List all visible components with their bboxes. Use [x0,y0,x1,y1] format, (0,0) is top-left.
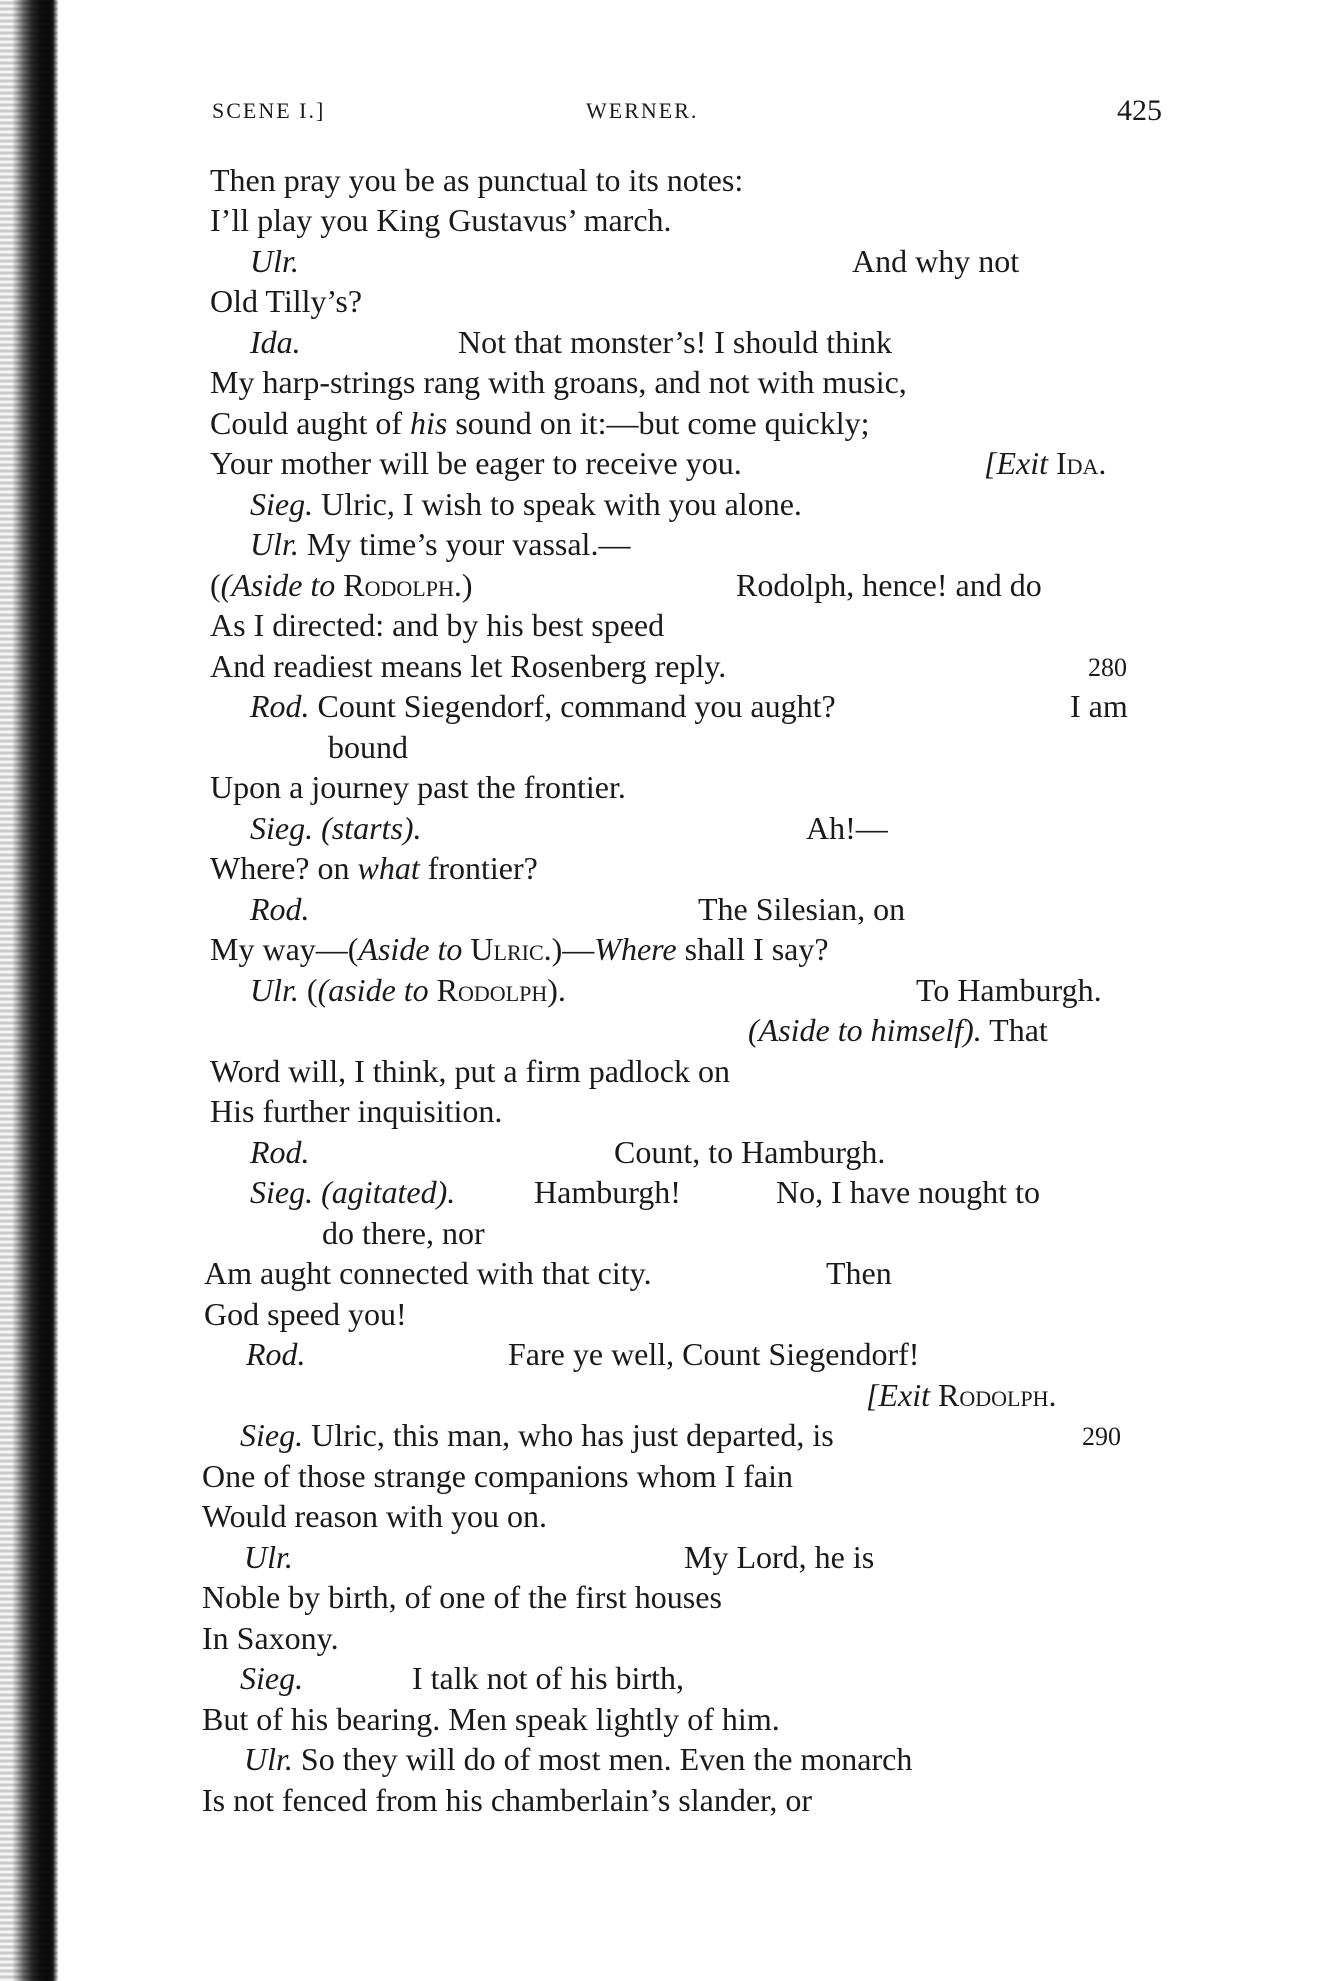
verse-line: Ulr. So they will do of most men. Even the monarch [244,1741,913,1777]
verse-line: My way—(Aside to Ulric.)—Where shall I say? [210,931,829,967]
speaker-label: Ulr. ((aside to Rodolph). [250,972,566,1008]
running-header [212,94,1162,134]
verse-line: do there, nor [322,1215,485,1251]
verse-line: Then pray you be as punctual to its notes: [210,162,744,198]
verse-line: Rod. Count Siegendorf, command you aught? [250,688,836,724]
page-number: 425 [1117,94,1162,127]
speaker-label: Sieg. (agitated). [250,1174,456,1210]
verse-line: I’ll play you King Gustavus’ march. [210,202,672,238]
verse-line: Could aught of his sound on it:—but come quickly; [210,405,870,441]
verse-line: One of those strange companions whom I fain [202,1458,793,1494]
verse-line: Old Tilly’s? [210,283,363,319]
speaker-label: Rod. [246,1336,306,1372]
speaker-label: Sieg. (starts). [250,810,422,846]
verse-line: And why not [852,243,1020,279]
verse-line: As I directed: and by his best speed [210,607,665,643]
scene-heading: SCENE I.] [212,98,326,123]
verse-line: Where? on what frontier? [210,850,538,886]
verse-line: And readiest means let Rosenberg reply. [210,648,727,684]
verse-line: My Lord, he is [684,1539,875,1575]
speaker-label: Rod. [250,1134,310,1170]
verse-line: Ah!— [806,810,888,846]
verse-line: Then [826,1255,892,1291]
verse-line: God speed you! [204,1296,407,1332]
verse-line: Noble by birth, of one of the first houses [202,1579,722,1615]
verse-line: Sieg. Ulric, I wish to speak with you alone. [250,486,802,522]
play-title: WERNER. [586,98,699,123]
verse-line: To Hamburgh. [916,972,1102,1008]
speaker-label: Ulr. [244,1539,293,1575]
stage-direction: [Exit Rodolph. [866,1377,1057,1413]
verse-line: In Saxony. [202,1620,339,1656]
speaker-label: Sieg. [240,1660,304,1696]
verse-line: Fare ye well, Count Siegendorf! [508,1336,920,1372]
verse-line: Your mother will be eager to receive you. [210,445,742,481]
speaker-label: Ulr. [250,243,299,279]
line-number: 290 [1082,1422,1121,1451]
verse-line: Am aught connected with that city. [204,1255,652,1291]
verse-line: Sieg. Ulric, this man, who has just departed, is [240,1417,834,1453]
verse-line: No, I have nought to [776,1174,1040,1210]
verse-line: But of his bearing. Men speak lightly of him. [202,1701,780,1737]
stage-direction: [Exit Ida. [984,445,1107,481]
page-binding-edge [0,0,58,1981]
verse-line: The Silesian, on [698,891,906,927]
speaker-label: Ida. [250,324,301,360]
verse-line: bound [328,729,408,765]
verse-line: Hamburgh! [534,1174,681,1210]
speaker-label: Rod. [250,891,310,927]
verse-line: I am [1070,688,1128,724]
verse-line: Upon a journey past the frontier. [210,769,626,805]
verse-line: Rodolph, hence! and do [736,567,1042,603]
verse-line: Ulr. My time’s your vassal.— [250,526,631,562]
verse-line: I talk not of his birth, [412,1660,684,1696]
verse-line: Word will, I think, put a firm padlock on [210,1053,730,1089]
verse-line: My harp-strings rang with groans, and not with music, [210,364,907,400]
verse-line: Is not fenced from his chamberlain’s slander, or [202,1782,813,1818]
verse-line: Count, to Hamburgh. [614,1134,886,1170]
verse-line: His further inquisition. [210,1093,503,1129]
line-number: 280 [1088,653,1127,682]
verse-line: Would reason with you on. [202,1498,547,1534]
stage-direction: (Aside to himself). That [748,1012,1048,1048]
verse-line: Not that monster’s! I should think [458,324,893,360]
stage-direction: ((Aside to Rodolph.) [210,567,473,603]
